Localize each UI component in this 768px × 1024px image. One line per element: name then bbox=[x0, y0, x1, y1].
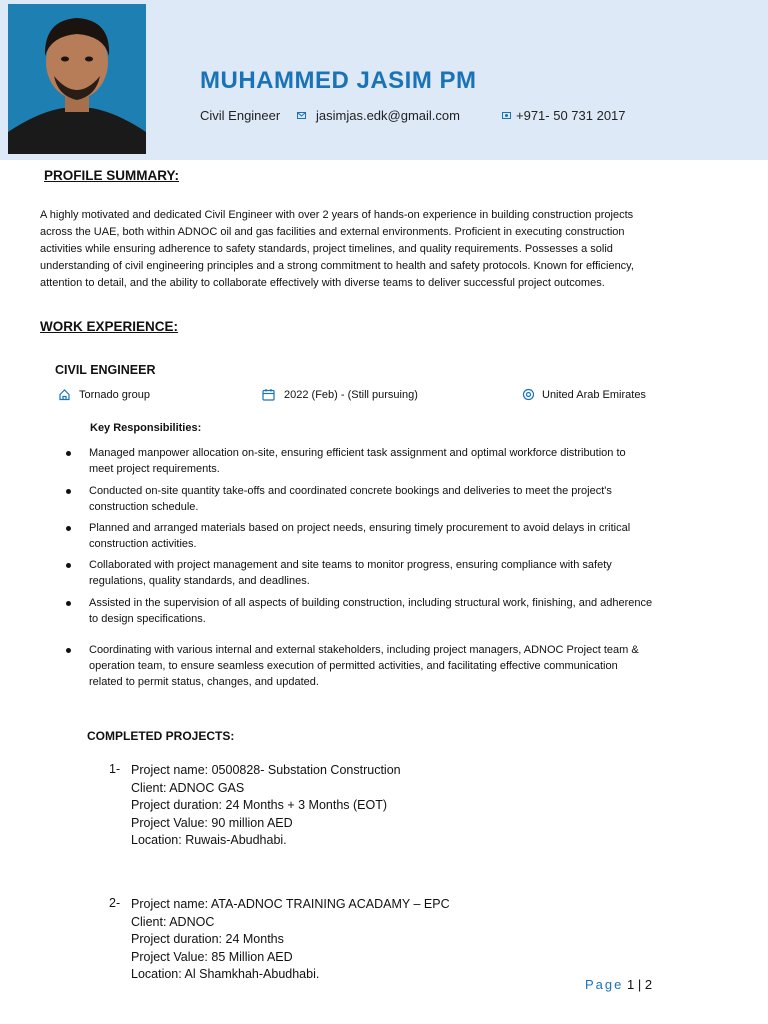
responsibility-item: Conducted on-site quantity take-offs and coordinated concrete bookings and deliveries to meet the project's construction schedule. bbox=[62, 483, 677, 515]
responsibility-item: Collaborated with project management and site teams to monitor progress, ensuring compliance with safety regulations, quality standards, and deadlines. bbox=[62, 557, 677, 589]
candidate-name: MUHAMMED JASIM PM bbox=[200, 67, 477, 94]
bullet-icon bbox=[66, 601, 71, 606]
project-duration: Project duration: 24 Months + 3 Months (EOT) bbox=[131, 798, 388, 812]
summary-line: A highly motivated and dedicated Civil Engineer with over 2 years of hands-on experience in building construction projects bbox=[40, 209, 634, 221]
responsibility-item: Planned and arranged materials based on project needs, ensuring timely procurement to avoid delays in critical construction activities. bbox=[62, 520, 677, 552]
project-location: Location: Al Shamkhah-Abudhabi. bbox=[131, 967, 320, 981]
bullet-icon bbox=[66, 526, 71, 531]
work-experience-heading: WORK EXPERIENCE: bbox=[40, 319, 179, 334]
project-value: Project Value: 85 Million AED bbox=[131, 949, 293, 964]
location-pin-icon bbox=[522, 388, 535, 401]
key-responsibilities-label: Key Responsibilities: bbox=[90, 422, 202, 434]
person-portrait-icon bbox=[8, 4, 146, 154]
project-entry bbox=[131, 896, 450, 984]
responsibility-item: Coordinating with various internal and external stakeholders, including project managers, ADNOC Project team & operation team, to ensure seamless execution of permitted activities, and facilitating effective communication related to permit status, changes, and updated. bbox=[62, 642, 677, 690]
page-current: 1 bbox=[627, 977, 635, 992]
role-text: Civil Engineer bbox=[200, 108, 281, 123]
page-separator: | bbox=[637, 977, 642, 992]
responsibility-item: Assisted in the supervision of all aspects of building construction, including structural work, finishing, and adherence to design specifications. bbox=[62, 595, 677, 627]
page-total: 2 bbox=[644, 977, 653, 992]
bullet-icon bbox=[66, 648, 71, 653]
job-title: CIVIL ENGINEER bbox=[55, 363, 156, 377]
summary-line: across the UAE, both within ADNOC oil and gas facilities and external environments. Proficient in executing construction bbox=[40, 226, 625, 238]
location-text: United Arab Emirates bbox=[542, 389, 646, 401]
phone-icon bbox=[502, 111, 511, 120]
bullet-icon bbox=[66, 563, 71, 568]
dates-text: 2022 (Feb) - (Still pursuing) bbox=[284, 389, 418, 401]
project-entry bbox=[131, 762, 401, 850]
profile-photo bbox=[8, 4, 146, 154]
phone-text[interactable]: +971- 50 731 2017 bbox=[516, 108, 626, 123]
project-value: Project Value: 90 million AED bbox=[131, 815, 293, 830]
completed-projects-heading: COMPLETED PROJECTS: bbox=[87, 729, 235, 743]
project-name: Project name: 0500828- Substation Construction bbox=[131, 763, 401, 777]
profile-summary-heading: PROFILE SUMMARY: bbox=[44, 168, 179, 183]
summary-line: activities while ensuring adherence to safety standards, project timelines, and quality requirements. Possesses a solid bbox=[40, 243, 613, 255]
summary-line: attention to detail, and the ability to collaborate effectively with diverse teams to deliver successful project outcomes. bbox=[40, 277, 605, 289]
project-client: Client: ADNOC GAS bbox=[131, 780, 245, 795]
bullet-icon bbox=[66, 489, 71, 494]
email-icon bbox=[297, 111, 306, 120]
email-text[interactable]: jasimjas.edk@gmail.com bbox=[316, 108, 460, 123]
bullet-icon bbox=[66, 451, 71, 456]
calendar-icon bbox=[262, 388, 275, 401]
project-name: Project name: ATA-ADNOC TRAINING ACADAMY – EPC bbox=[131, 897, 450, 911]
project-number: 2- bbox=[109, 896, 121, 910]
summary-line: understanding of civil engineering principles and a strong commitment to health and safety protocols. Known for efficiency, bbox=[40, 260, 634, 272]
company-text: Tornado group bbox=[79, 389, 150, 401]
home-icon bbox=[58, 388, 71, 401]
page-label: Page bbox=[585, 977, 624, 992]
profile-summary-text bbox=[40, 207, 677, 292]
page-number bbox=[585, 977, 652, 992]
project-location: Location: Ruwais-Abudhabi. bbox=[131, 833, 287, 847]
responsibility-item: Managed manpower allocation on-site, ensuring efficient task assignment and optimal workforce distribution to meet project requirements. bbox=[62, 445, 677, 477]
project-number: 1- bbox=[109, 762, 121, 776]
project-duration: Project duration: 24 Months bbox=[131, 932, 284, 946]
project-client: Client: ADNOC bbox=[131, 914, 215, 929]
